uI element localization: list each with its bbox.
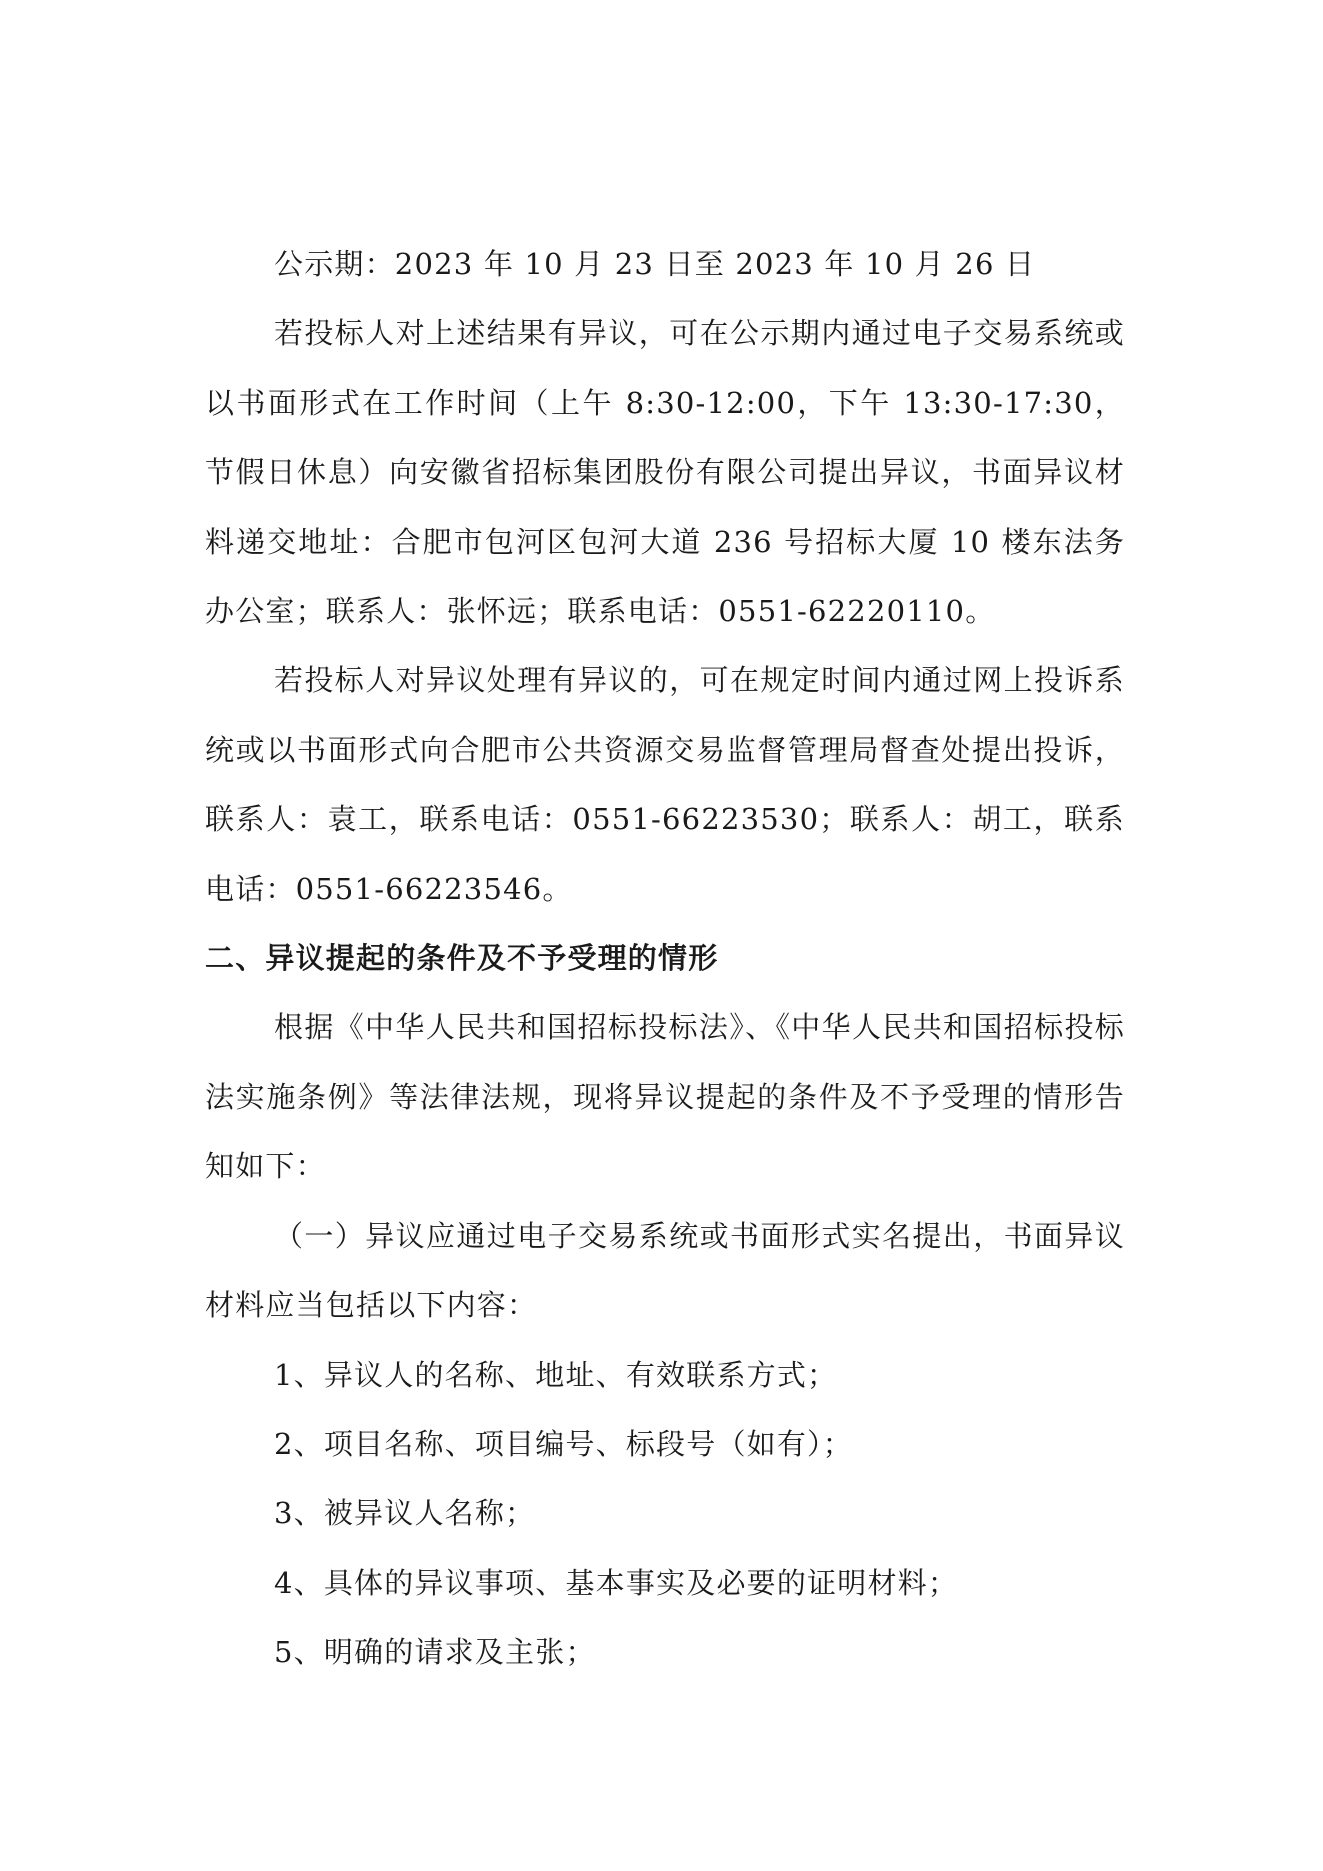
- list-item: 3、被异议人名称；: [274, 1496, 536, 1531]
- section-heading: 二、异议提起的条件及不予受理的情形: [205, 941, 719, 976]
- section-intro-paragraph: 根据《中华人民共和国招标投标法》、《中华人民共和国招标投标法实施条例》等法律法规，现将异议提起的条件及不予受理的情形告知如下：: [205, 1010, 1125, 1184]
- list-item: 5、明确的请求及主张；: [274, 1635, 596, 1670]
- objection-submission-paragraph: 若投标人对上述结果有异议，可在公示期内通过电子交易系统或以书面形式在工作时间（上午 8:30-12:00，下午 13:30-17:30，节假日休息）向安徽省招标集团股份有限公司提出异议，书面异议材料递交地址：合肥市包河区包河大道 236 号招标大厦 10 楼东法务办公室；联系人：张怀远；联系电话：0551-62220110。: [205, 316, 1125, 629]
- document-body: [205, 230, 1125, 1688]
- complaint-paragraph: 若投标人对异议处理有异议的，可在规定时间内通过网上投诉系统或以书面形式向合肥市公共资源交易监督管理局督查处提出投诉，联系人：袁工，联系电话：0551-66223530；联系人：胡工，联系电话：0551-66223546。: [205, 663, 1125, 906]
- list-item: 1、异议人的名称、地址、有效联系方式；: [274, 1357, 838, 1392]
- list-item: 4、具体的异议事项、基本事实及必要的证明材料；: [274, 1565, 959, 1600]
- publicity-period-paragraph: 公示期：2023 年 10 月 23 日至 2023 年 10 月 26 日: [274, 247, 1036, 281]
- list-item: 2、项目名称、项目编号、标段号（如有）；: [274, 1426, 853, 1461]
- subsection-1-paragraph: （一）异议应通过电子交易系统或书面形式实名提出，书面异议材料应当包括以下内容：: [205, 1218, 1125, 1323]
